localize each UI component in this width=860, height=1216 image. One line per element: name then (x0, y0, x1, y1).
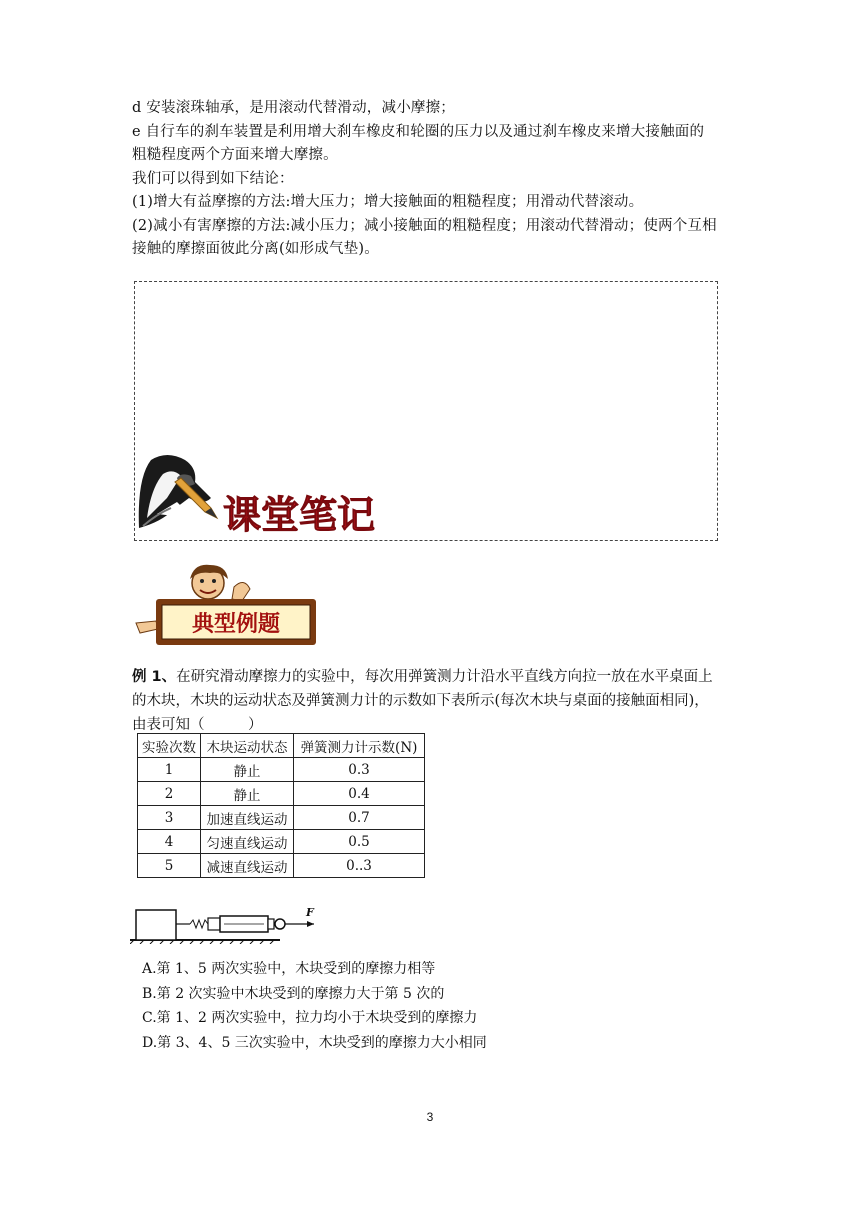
text-line: (2)减小有害摩擦的方法:减小压力；减小接触面的粗糙程度；用滚动代替滑动；使两个互相 (132, 217, 717, 234)
option-c: C.第 1、2 两次实验中，拉力均小于木块受到的摩擦力 (142, 1010, 478, 1026)
text-line: e 自行车的刹车装置是利用增大刹车橡皮和轮圈的压力以及通过刹车橡皮来增大接触面的 (132, 123, 705, 140)
text-block-friction-conclusions (132, 97, 732, 262)
option-b: B.第 2 次实验中木块受到的摩擦力大于第 5 次的 (142, 985, 445, 1002)
table-cell: 0.3 (294, 758, 425, 782)
typical-example-banner (134, 563, 324, 649)
table-row (138, 758, 425, 782)
table-cell: 0.4 (294, 782, 425, 806)
table-row (138, 854, 425, 878)
text-line: d 安装滚珠轴承，是用滚动代替滑动，减小摩擦； (132, 100, 455, 116)
table-header-cell: 弹簧测力计示数(N) (294, 734, 425, 758)
table-row (138, 806, 425, 830)
table-cell: 0.5 (294, 830, 425, 854)
question-text-line: 由表可知（ ） (132, 717, 263, 733)
table-cell: 3 (138, 806, 201, 830)
table-cell: 4 (138, 830, 201, 854)
table-cell: 0..3 (294, 854, 425, 878)
spring-scale-apparatus-figure (130, 902, 325, 944)
table-row (138, 782, 425, 806)
table-row (138, 830, 425, 854)
text-line: 我们可以得到如下结论： (132, 170, 294, 187)
table-cell: 2 (138, 782, 201, 806)
table-cell: 加速直线运动 (201, 806, 294, 830)
table-cell: 1 (138, 758, 201, 782)
table-cell: 0.7 (294, 806, 425, 830)
table-header-cell: 木块运动状态 (201, 734, 294, 758)
table-cell: 5 (138, 854, 201, 878)
classroom-notes-banner (137, 448, 407, 538)
experiment-data-table (137, 733, 425, 878)
option-d: D.第 3、4、5 三次实验中，木块受到的摩擦力大小相同 (142, 1034, 487, 1051)
example-banner-text: 典型例题 (191, 611, 281, 637)
wooden-block (136, 910, 176, 940)
pencil-hand-icon (139, 455, 217, 528)
text-line: 粗糙程度两个方面来增大摩擦。 (132, 147, 338, 163)
text-line: 接触的摩擦面彼此分离(如形成气垫)。 (132, 241, 379, 257)
table-cell: 静止 (201, 758, 294, 782)
question-text-line: 在研究滑动摩擦力的实验中，每次用弹簧测力计沿水平直线方向拉一放在水平桌面上 (176, 669, 713, 685)
page-number: 3 (426, 1110, 434, 1124)
table-header-cell: 实验次数 (138, 734, 201, 758)
option-a: A.第 1、5 两次实验中，木块受到的摩擦力相等 (142, 961, 436, 977)
notes-banner-text: 课堂笔记 (223, 492, 376, 537)
question-label: 例 1、 (132, 669, 177, 685)
question-stem (132, 665, 732, 737)
table-header-row (138, 734, 425, 758)
answer-options (142, 957, 487, 1055)
table-cell: 匀速直线运动 (201, 830, 294, 854)
text-line: (1)增大有益摩擦的方法:增大压力；增大接触面的粗糙程度；用滑动代替滚动。 (132, 194, 644, 210)
table-cell: 静止 (201, 782, 294, 806)
table-cell: 减速直线运动 (201, 854, 294, 878)
question-text-line: 的木块，木块的运动状态及弹簧测力计的示数如下表所示(每次木块与桌面的接触面相同)， (132, 693, 709, 709)
force-label: F (306, 906, 314, 919)
